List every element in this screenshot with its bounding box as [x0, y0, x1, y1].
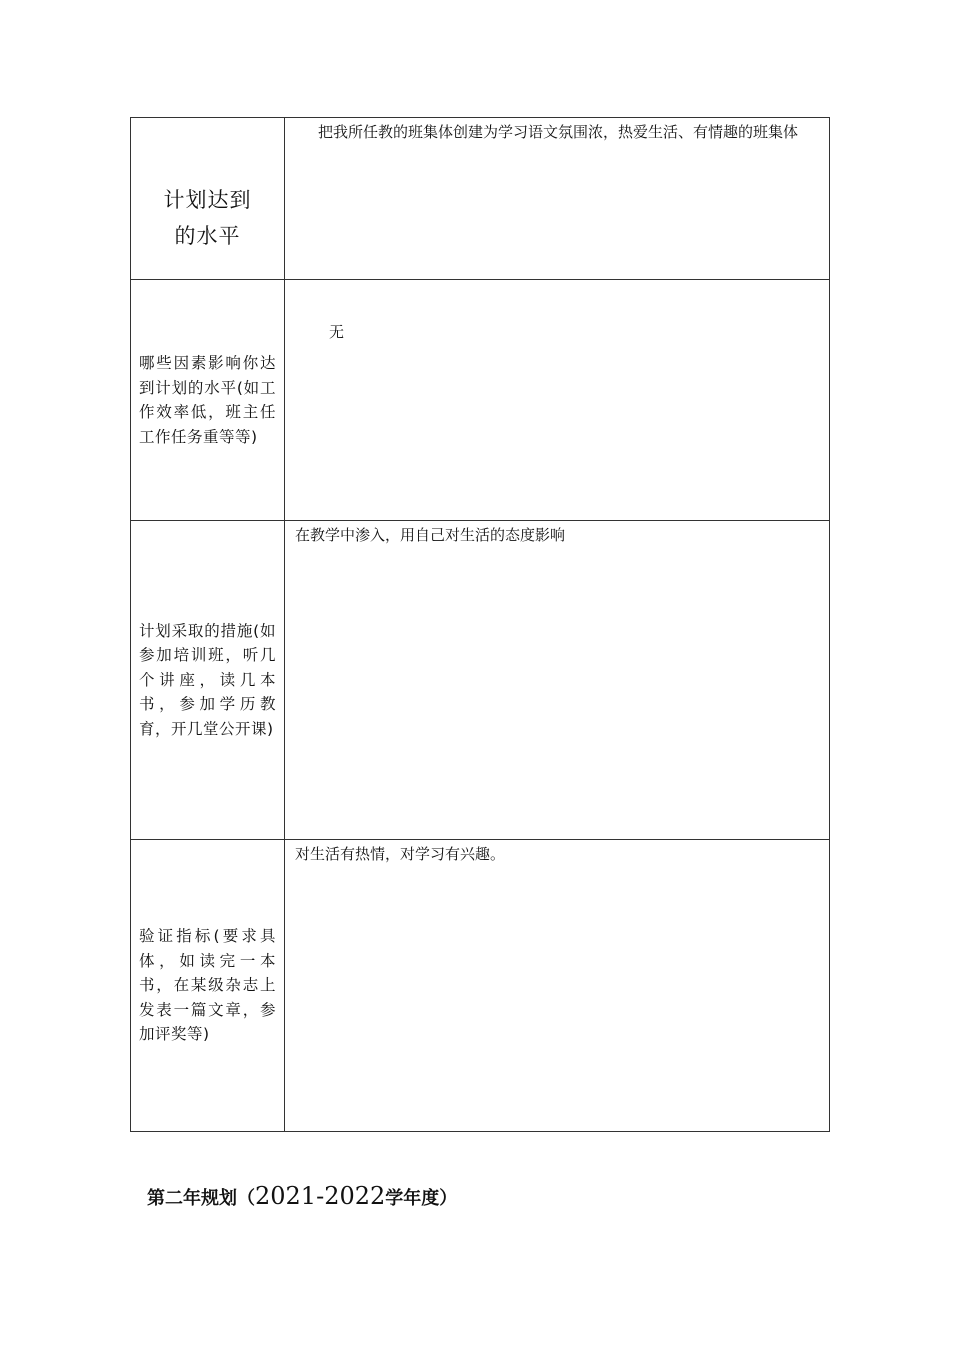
section-heading: [147, 1182, 457, 1210]
table-row: [131, 840, 830, 1132]
heading-prefix: 第二年规划（: [147, 1188, 255, 1209]
row-label: 验证指标(要求具体，如读完一本书，在某级杂志上发表一篇文章，参加评奖等): [139, 927, 276, 1044]
row-label: 哪些因素影响你达到计划的水平(如工作效率低，班主任工作任务重等等): [139, 354, 276, 446]
row-content-cell: [285, 280, 830, 521]
row-content: 无: [329, 323, 345, 341]
row-content: 把我所任教的班集体创建为学习语文氛围浓，热爱生活、有情趣的班集体: [317, 123, 798, 141]
row-content: 对生活有热情，对学习有兴趣。: [295, 845, 506, 863]
table-row: [131, 521, 830, 840]
row-label-cell: [131, 840, 285, 1132]
heading-suffix: 学年度）: [385, 1188, 458, 1209]
heading-years: 2021-2022: [255, 1182, 386, 1210]
row-content-cell: [285, 840, 830, 1132]
row-label-cell: [131, 280, 285, 521]
table-row: [131, 118, 830, 280]
row-label: 计划采取的措施(如参加培训班，听几个讲座，读几本书，参加学历教育，开几堂公开课): [139, 621, 276, 738]
table-row: [131, 280, 830, 521]
row-label: 计划达到的水平: [163, 188, 252, 248]
row-content-cell: [285, 521, 830, 840]
row-content: 在教学中渗入，用自己对生活的态度影响: [295, 526, 566, 544]
row-content-cell: [285, 118, 830, 280]
row-label-cell: [131, 521, 285, 840]
row-label-cell: [131, 118, 285, 280]
plan-table: [130, 117, 830, 1132]
